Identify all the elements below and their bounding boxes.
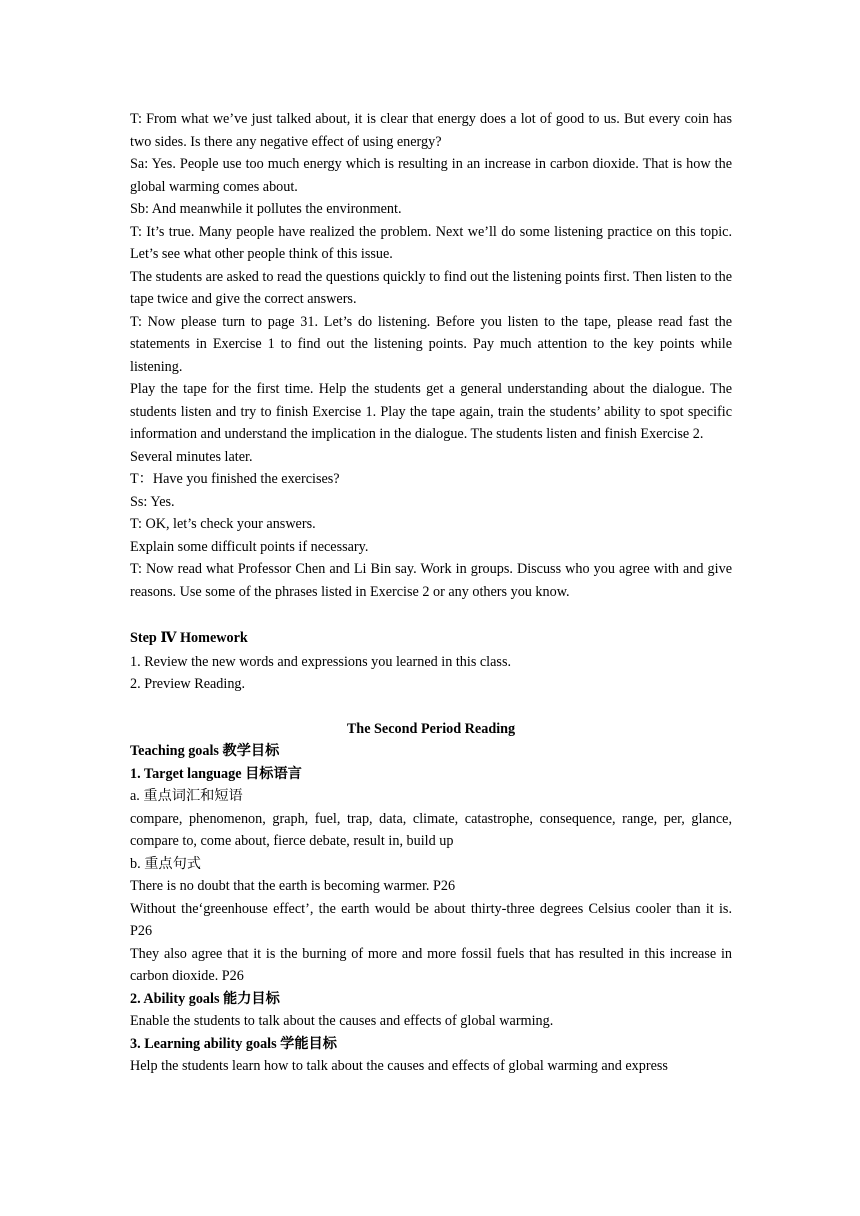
sentences-subheading: b. 重点句式 (130, 855, 201, 872)
dialogue-line: Sb: And meanwhile it pollutes the environment. (130, 201, 402, 217)
homework-item: 1. Review the new words and expressions you learned in this class. (130, 653, 512, 670)
teaching-goals-heading: Teaching goals 教学目标 (130, 743, 280, 759)
document-page (130, 108, 732, 1078)
dialogue-line: T：Have you finished the exercises? (130, 471, 340, 487)
dialogue-line: T: OK, let’s check your answers. (130, 516, 316, 532)
ability-goals-text: Enable the students to talk about the causes and effects of global warming. (130, 1013, 554, 1029)
dialogue-line: Sa: Yes. People use too much energy which is resulting in an increase in carbon dioxide. That is how the global warming comes about. (130, 156, 732, 195)
dialogue-line: T: It’s true. Many people have realized the problem. Next we’ll do some listening practice on this topic. Let’s see what other people think of this issue. (130, 223, 732, 262)
instruction-paragraph: Several minutes later. (130, 448, 253, 465)
spacer (130, 696, 732, 718)
learning-goals-heading: 3. Learning ability goals 学能目标 (130, 1035, 337, 1052)
dialogue-line: Ss: Yes. (130, 493, 175, 510)
instruction-paragraph: Play the tape for the first time. Help the students get a general understanding about the dialogue. The students listen and try to finish Exercise 1. Play the tape again, train the students’ ability to spot specific information and understand the implication in the dialogue. The students listen and finish Exercise 2. (130, 381, 732, 442)
instruction-paragraph: Explain some difficult points if necessary. (130, 538, 369, 555)
key-sentence: There is no doubt that the earth is becoming warmer. P26 (130, 878, 456, 894)
vocab-list: compare, phenomenon, graph, fuel, trap, data, climate, catastrophe, consequence, range, per, glance, compare to, come about, fierce debate, result in, build up (130, 810, 732, 849)
vocab-subheading: a. 重点词汇和短语 (130, 788, 243, 804)
ability-goals-heading: 2. Ability goals 能力目标 (130, 990, 280, 1007)
homework-heading: Step Ⅳ Homework (130, 630, 248, 646)
homework-item: 2. Preview Reading. (130, 676, 246, 692)
target-language-heading: 1. Target language 目标语言 (130, 765, 302, 782)
dialogue-line: T: Now read what Professor Chen and Li Bin say. Work in groups. Discuss who you agree with and give reasons. Use some of the phrases listed in Exercise 2 or any others you know. (130, 561, 732, 600)
section-title: The Second Period Reading (346, 720, 516, 737)
dialogue-line: T: From what we’ve just talked about, it is clear that energy does a lot of good to us. But every coin has two sides. Is there any negative effect of using energy? (130, 111, 732, 150)
key-sentence: They also agree that it is the burning of more and more fossil fuels that has resulted in this increase in carbon dioxide. P26 (130, 945, 732, 984)
key-sentence: Without the‘greenhouse effect’, the earth would be about thirty-three degrees Celsius cooler than it is. P26 (130, 900, 732, 939)
instruction-paragraph: The students are asked to read the questions quickly to find out the listening points first. Then listen to the tape twice and give the correct answers. (130, 268, 732, 307)
spacer (130, 603, 732, 625)
dialogue-line: T: Now please turn to page 31. Let’s do listening. Before you listen to the tape, please read fast the statements in Exercise 1 to find out the listening points. Pay much attention to the key points while listening. (130, 313, 732, 375)
learning-goals-text: Help the students learn how to talk about the causes and effects of global warming and express (130, 1058, 668, 1074)
